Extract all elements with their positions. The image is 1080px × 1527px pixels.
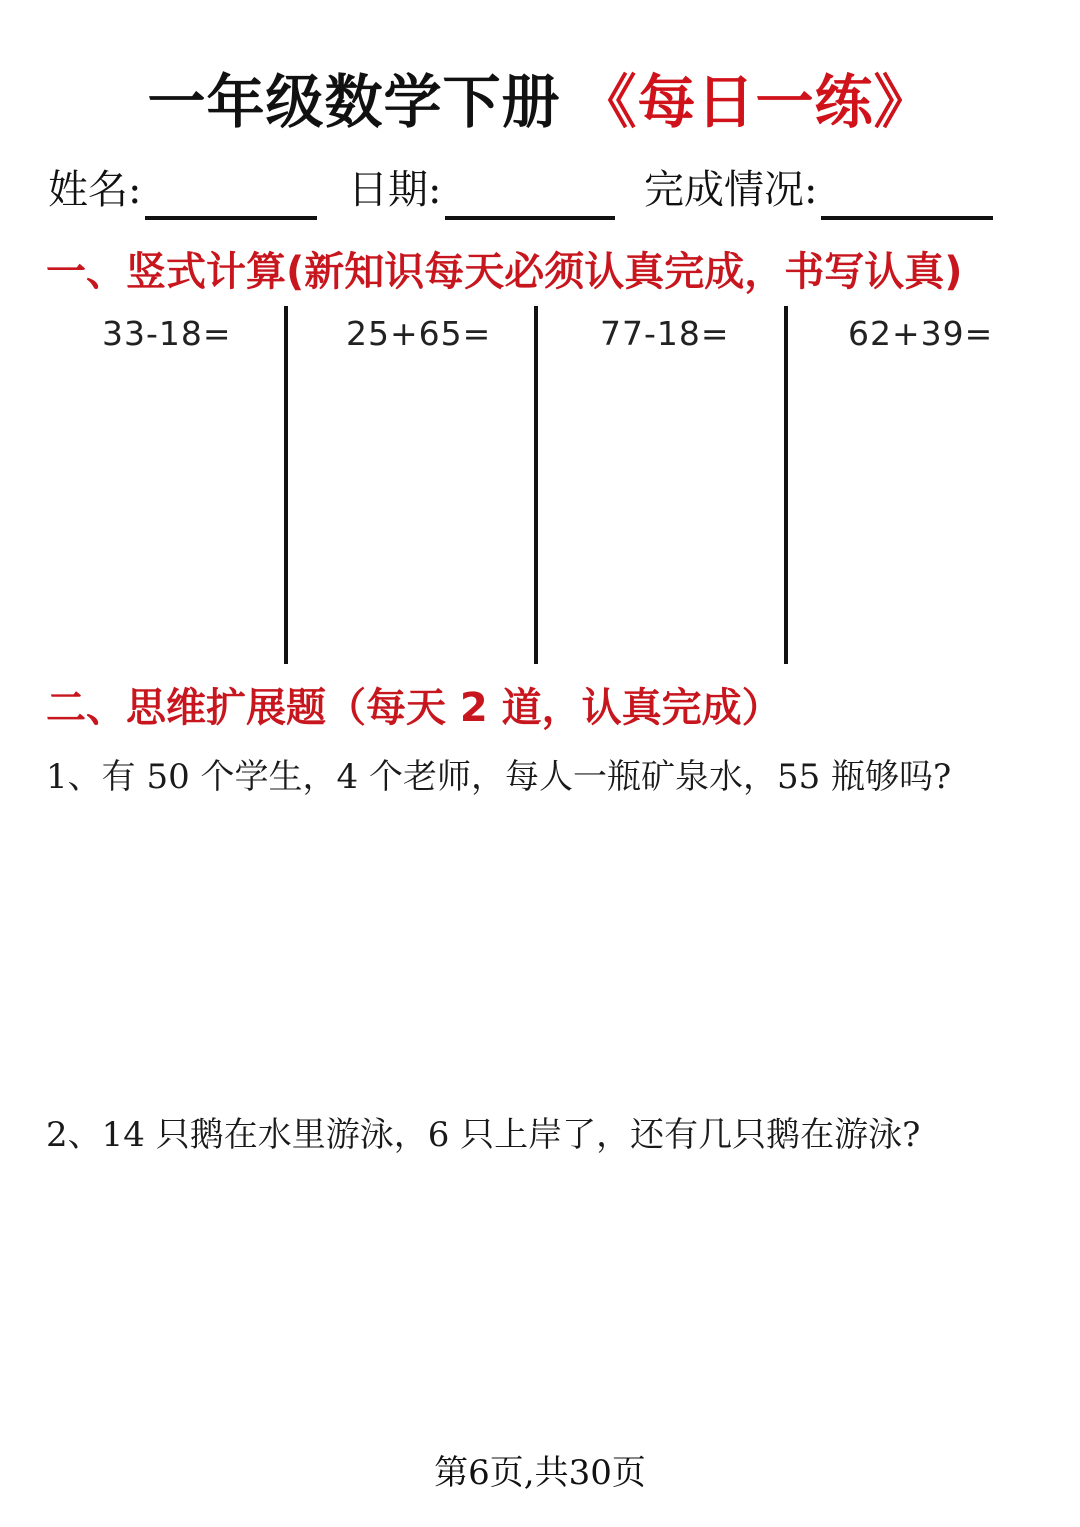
column-divider [534,306,538,664]
vertical-calculation-area [40,306,1040,666]
name-label: 姓名: [48,167,142,213]
name-blank-line[interactable] [145,170,317,220]
calc-problem-2: 25+65= [346,314,492,353]
calc-problem-4: 62+39= [848,314,994,353]
calc-problem-3: 77-18= [600,314,730,353]
completion-blank-line[interactable] [821,170,993,220]
worksheet-title [0,62,1080,142]
name-field[interactable] [48,160,317,220]
date-field[interactable] [348,160,615,220]
title-main: 一年级数学下册 [147,68,561,136]
question-2: 2、14 只鹅在水里游泳，6 只上岸了，还有几只鹅在游泳? [46,1115,921,1155]
completion-field[interactable] [644,160,993,220]
section2-heading: 二、思维扩展题（每天 2 道，认真完成） [46,685,782,731]
question-1: 1、有 50 个学生，4 个老师，每人一瓶矿泉水，55 瓶够吗? [46,757,952,797]
column-divider [284,306,288,664]
student-info-row [48,160,1048,220]
calc-problem-1: 33-18= [102,314,232,353]
section1-heading: 一、竖式计算(新知识每天必须认真完成，书写认真) [46,249,963,295]
date-blank-line[interactable] [445,170,615,220]
page-indicator: 第6页,共30页 [434,1453,646,1493]
column-divider [784,306,788,664]
title-accent: 《每日一练》 [578,68,933,136]
completion-label: 完成情况: [644,167,818,213]
date-label: 日期: [348,167,442,213]
